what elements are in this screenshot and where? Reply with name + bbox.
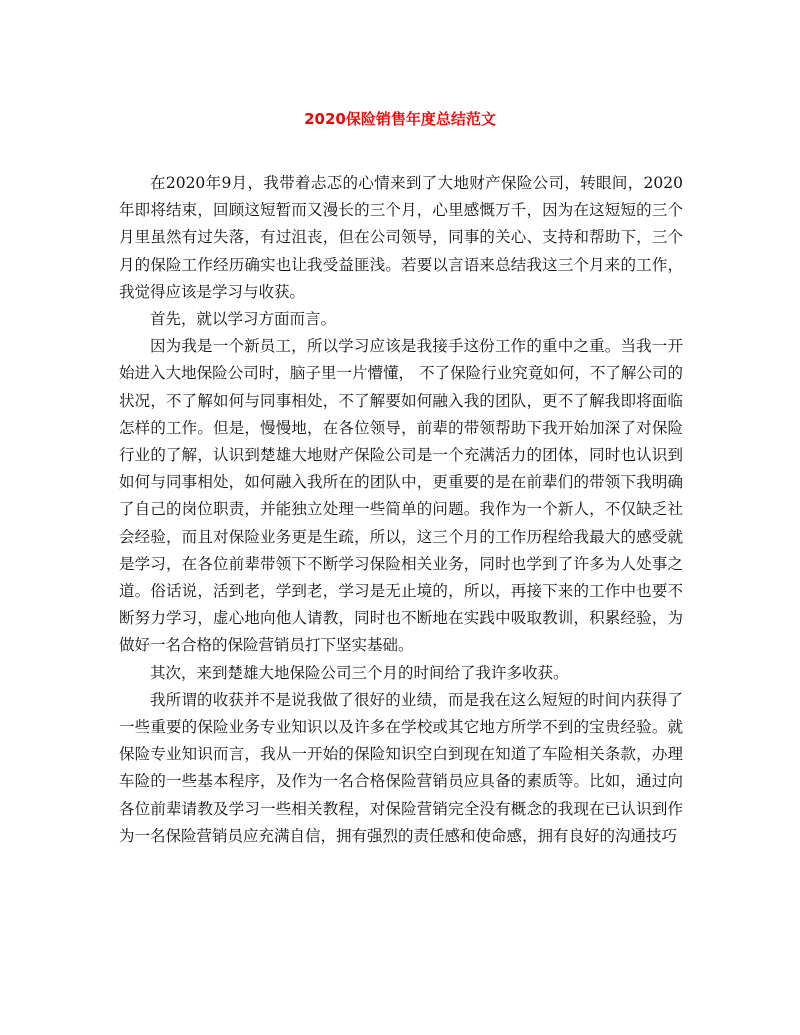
document-body	[119, 170, 683, 850]
paragraph: 我所谓的收获并不是说我做了很好的业绩，而是我在这么短短的时间内获得了一些重要的保险业务专业知识以及许多在学校或其它地方所学不到的宝贵经验。就保险专业知识而言，我从一开始的保险知识空白到现在知道了车险相关条款，办理车险的一些基本程序，及作为一名合格保险营销员应具备的素质等。比如，通过向各位前辈请教及学习一些相关教程，对保险营销完全没有概念的我现在已认识到作为一名保险营销员应充满自信，拥有强烈的责任感和使命感，拥有良好的沟通技巧	[119, 690, 683, 845]
document-title: 2020保险销售年度总结范文	[304, 110, 496, 128]
paragraph: 其次，来到楚雄大地保险公司三个月的时间给了我许多收获。	[150, 663, 569, 682]
paragraph: 在2020年9月，我带着忐忑的心情来到了大地财产保险公司，转眼间，2020年即将结束，回顾这短暂而又漫长的三个月，心里感慨万千，因为在这短短的三个月里虽然有过失落，有过沮丧，但在公司领导，同事的关心、支持和帮助下，三个月的保险工作经历确实也让我受益匪浅。若要以言语来总结我这三个月来的工作，我觉得应该是学习与收获。	[119, 174, 683, 301]
paragraph: 首先，就以学习方面而言。	[150, 310, 337, 329]
paragraph: 因为我是一个新员工，所以学习应该是我接手这份工作的重中之重。当我一开始进入大地保险公司时，脑子里一片懵懂， 不了保险行业究竟如何，不了解公司的状况，不了解如何与同事相处，不了解要如何融入我的团队，更不了解我即将面临怎样的工作。但是，慢慢地，在各位领导，前辈的带领帮助下我开始加深了对保险行业的了解，认识到楚雄大地财产保险公司是一个充满活力的团体，同时也认识到如何与同事相处，如何融入我所在的团队中，更重要的是在前辈们的带领下我明确了自己的岗位职责，并能独立处理一些简单的问题。我作为一个新人，不仅缺乏社会经验，而且对保险业务更是生疏，所以，这三个月的工作历程给我最大的感受就是学习，在各位前辈带领下不断学习保险相关业务，同时也学到了许多为人处事之道。俗话说，活到老，学到老，学习是无止境的，所以，再接下来的工作中也要不断努力学习，虚心地向他人请教，同时也不断地在实践中吸取教训，积累经验，为做好一名合格的保险营销员打下坚实基础。	[119, 337, 683, 655]
